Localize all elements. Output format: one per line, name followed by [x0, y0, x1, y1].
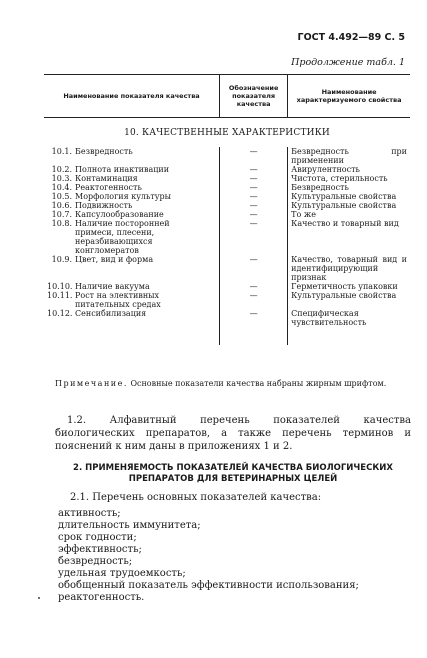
- table-row: [44, 165, 410, 174]
- indicator-cell: [44, 210, 220, 219]
- table-row: [44, 201, 410, 210]
- indicator-property: Культуральные свойства: [291, 201, 397, 210]
- indicator-property: Авирулентность: [291, 165, 360, 174]
- indicator-property: Специфическая чувствительность: [291, 309, 367, 327]
- indicator-symbol: —: [220, 255, 288, 282]
- indicator-name: Реактогенность: [75, 183, 142, 192]
- indicator-cell: [44, 201, 220, 210]
- indicator-symbol: —: [220, 309, 288, 345]
- paragraph-2-1: 2.1. Перечень основных показателей качества:: [70, 492, 322, 503]
- indicator-name: Подвижность: [75, 201, 133, 210]
- indicator-symbol: —: [220, 183, 288, 192]
- indicator-property: Культуральные свойства: [291, 291, 397, 300]
- list-item: обобщенный показатель эффективности использования;: [58, 580, 359, 591]
- indicator-number: 10.8.: [51, 219, 72, 228]
- list-item: удельная трудоемкость;: [58, 568, 186, 579]
- indicator-number: 10.4.: [51, 183, 72, 192]
- section-title: 10. КАЧЕСТВЕННЫЕ ХАРАКТЕРИСТИКИ: [124, 128, 330, 138]
- quality-table: [44, 74, 410, 345]
- indicator-property: Чистота, стерильность: [291, 174, 388, 183]
- table-row: [44, 282, 410, 291]
- doc-reference: ГОСТ 4.492—89 С. 5: [297, 32, 405, 43]
- col-header-symbol: Обозначение показателя качества: [220, 75, 288, 118]
- indicator-name: Морфология культуры: [75, 192, 171, 201]
- indicator-cell: [44, 165, 220, 174]
- indicator-cell: [44, 309, 220, 345]
- table-row: [44, 192, 410, 201]
- indicator-symbol: —: [220, 192, 288, 201]
- indicator-property: Безвредность при применении: [291, 147, 407, 165]
- indicator-number: 10.12.: [47, 309, 73, 318]
- indicator-name: Полнота инактивации: [75, 165, 170, 174]
- indicator-list: [58, 508, 359, 604]
- indicator-cell: [44, 183, 220, 192]
- indicator-property: Культуральные свойства: [291, 192, 397, 201]
- list-item: активность;: [58, 508, 121, 519]
- indicator-cell: [44, 174, 220, 183]
- paragraph-1-2: 1.2. Алфавитный перечень показателей качества биологических препаратов, а также перечень терминов и пояснений к ним даны в приложениях 1 и 2.: [55, 415, 411, 452]
- col-header-name: Наименование показателя качества: [44, 75, 220, 118]
- indicator-cell: [44, 282, 220, 291]
- table-row: [44, 219, 410, 255]
- table-header-row: [44, 75, 410, 118]
- list-item: срок годности;: [58, 532, 137, 543]
- list-item: реактогенность.: [58, 592, 145, 603]
- indicator-number: 10.6.: [51, 201, 72, 210]
- table-row: [44, 174, 410, 183]
- table-row: [44, 291, 410, 309]
- list-item: эффективность;: [58, 544, 142, 555]
- indicator-cell: [44, 219, 220, 255]
- indicator-symbol: —: [220, 174, 288, 183]
- indicator-symbol: —: [220, 219, 288, 255]
- note-label: Примечание.: [55, 379, 128, 388]
- col-header-property: Наименование характеризуемого свойства: [288, 75, 410, 118]
- note-text: Основные показатели качества набраны жирным шрифтом.: [130, 379, 387, 388]
- indicator-name: Капсулообразование: [75, 210, 164, 219]
- indicator-cell: [44, 255, 220, 282]
- indicator-symbol: —: [220, 165, 288, 174]
- print-speck: [38, 597, 40, 599]
- indicator-name: Наличие посторонней примеси, плесени, неразбивающихся конгломератов: [75, 219, 170, 255]
- indicator-cell: [44, 192, 220, 201]
- table-row: [44, 309, 410, 345]
- section-2-heading: 2. ПРИМЕНЯЕМОСТЬ ПОКАЗАТЕЛЕЙ КАЧЕСТВА БИОЛОГИЧЕСКИХ ПРЕПАРАТОВ ДЛЯ ВЕТЕРИНАРНЫХ ЦЕЛЕЙ: [73, 463, 393, 484]
- indicator-number: 10.5.: [51, 192, 72, 201]
- indicator-number: 10.3.: [51, 174, 72, 183]
- indicator-cell: [44, 291, 220, 309]
- indicator-name: Контаминация: [75, 174, 138, 183]
- indicator-name: Цвет, вид и форма: [75, 255, 154, 264]
- indicator-symbol: —: [220, 210, 288, 219]
- indicator-number: 10.9.: [51, 255, 72, 264]
- indicator-symbol: —: [220, 147, 288, 165]
- indicator-symbol: —: [220, 282, 288, 291]
- table-row: [44, 210, 410, 219]
- table-row: [44, 183, 410, 192]
- indicator-number: 10.10.: [47, 282, 73, 291]
- indicator-cell: [44, 147, 220, 165]
- table-row: [44, 255, 410, 282]
- table-row: [44, 147, 410, 165]
- list-item: длительность иммунитета;: [58, 520, 201, 531]
- indicator-property: Герметичность упаковки: [291, 282, 398, 291]
- indicator-name: Рост на элективных питательных средах: [75, 291, 161, 309]
- indicator-number: 10.7.: [51, 210, 72, 219]
- section-row: [44, 118, 410, 148]
- indicator-number: 10.11.: [47, 291, 73, 300]
- table-continuation-label: Продолжение табл. 1: [291, 57, 405, 68]
- indicator-symbol: —: [220, 201, 288, 210]
- indicator-property: Безвредность: [291, 183, 349, 192]
- table-note: [55, 378, 411, 390]
- indicator-property: Качество, товарный вид и идентифицирующий признак: [291, 255, 407, 282]
- indicator-number: 10.1.: [51, 147, 72, 156]
- list-item: безвредность;: [58, 556, 133, 567]
- indicator-name: Сенсибилизация: [75, 309, 147, 318]
- indicator-name: Наличие вакуума: [75, 282, 150, 291]
- indicator-name: Безвредность: [75, 147, 133, 156]
- indicator-number: 10.2.: [51, 165, 72, 174]
- indicator-symbol: —: [220, 291, 288, 309]
- indicator-property: Качество и товарный вид: [291, 219, 399, 228]
- indicator-property: То же: [291, 210, 316, 219]
